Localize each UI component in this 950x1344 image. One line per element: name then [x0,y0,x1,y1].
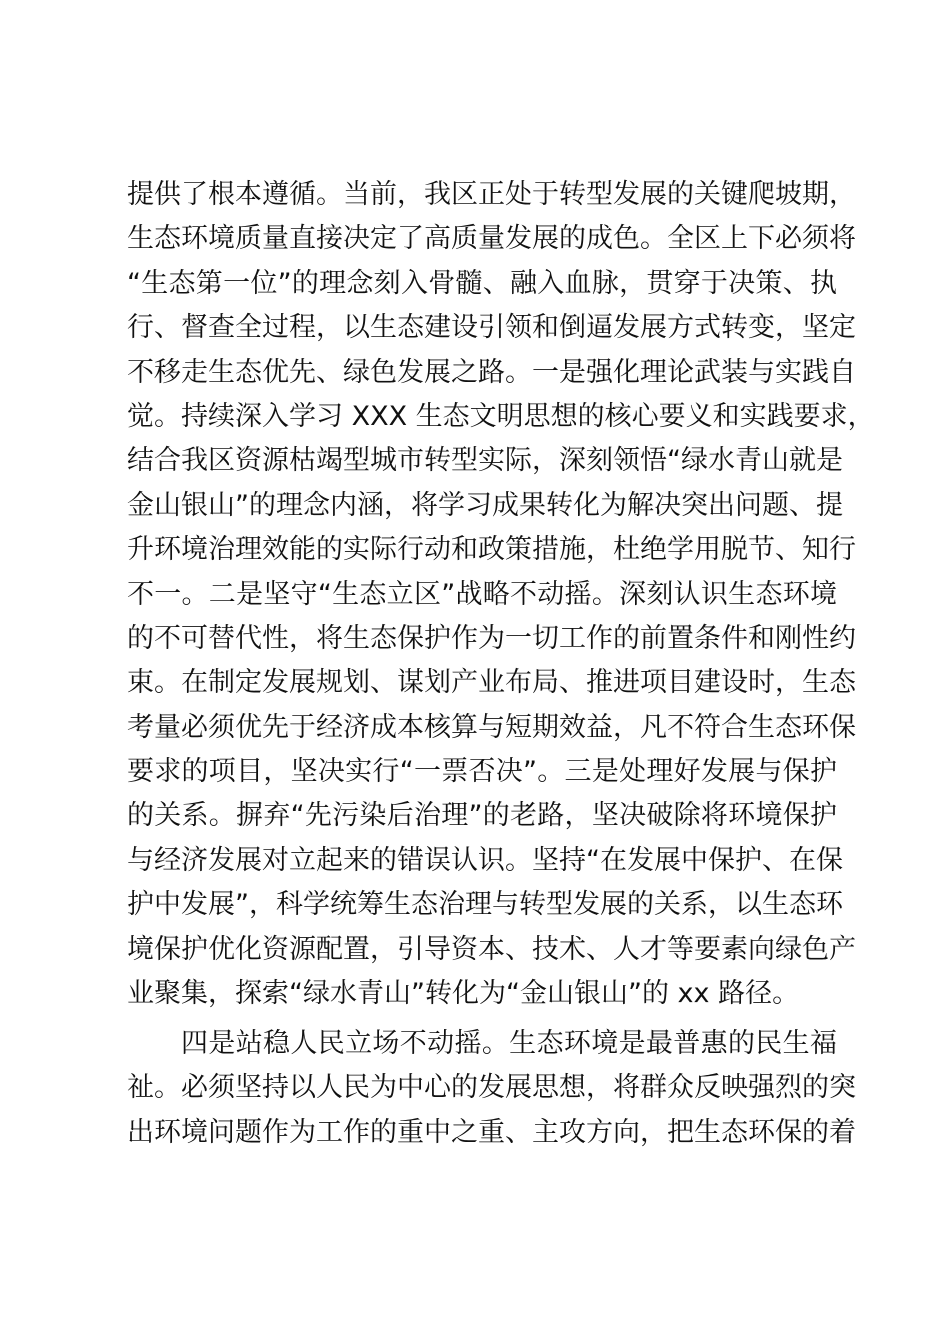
paragraph-line: 要求的项目，坚决实行“一票否决”。三是处理好发展与保护 [127,756,837,788]
paragraph-line: 祉。必须坚持以人民为中心的发展思想，将群众反映强烈的突 [127,1072,856,1104]
paragraph-line: 业聚集，探索“绿水青山”转化为“金山银山”的 xx 路径。 [127,978,800,1010]
paragraph-line: 行、督查全过程，以生态建设引领和倒逼发展方式转变，坚定 [127,312,856,344]
paragraph-1 [127,173,875,1016]
paragraph-line: 的不可替代性，将生态保护作为一切工作的前置条件和刚性约 [127,622,856,654]
paragraph-line: 升环境治理效能的实际行动和政策措施，杜绝学用脱节、知行 [127,534,856,566]
paragraph-line: “生态第一位”的理念刻入骨髓、融入血脉，贯穿于决策、执 [127,267,837,299]
paragraph-2 [127,1022,856,1155]
paragraph-line: 境保护优化资源配置，引导资本、技术、人才等要素向绿色产 [127,933,856,965]
paragraph-line: 与经济发展对立起来的错误认识。坚持“在发展中保护、在保 [127,844,843,876]
paragraph-line: 金山银山”的理念内涵，将学习成果转化为解决突出问题、提 [127,489,843,521]
paragraph-line: 生态环境质量直接决定了高质量发展的成色。全区上下必须将 [127,223,856,255]
paragraph-line: 考量必须优先于经济成本核算与短期效益，凡不符合生态环保 [127,711,856,743]
paragraph-line: 四是站稳人民立场不动摇。生态环境是最普惠的民生福 [181,1028,837,1059]
paragraph-line: 不移走生态优先、绿色发展之路。一是强化理论武装与实践自 [127,356,856,388]
paragraph-line: 觉。持续深入学习 XXX 生态文明思想的核心要义和实践要求， [127,400,875,432]
paragraph-line: 不一。二是坚守“生态立区”战略不动摇。深刻认识生态环境 [127,578,837,610]
paragraph-line: 的关系。摒弃“先污染后治理”的老路，坚决破除将环境保护 [127,800,837,832]
paragraph-line: 结合我区资源枯竭型城市转型实际，深刻领悟“绿水青山就是 [127,445,843,477]
paragraph-line: 护中发展”，科学统筹生态治理与转型发展的关系，以生态环 [127,889,843,921]
paragraph-line: 束。在制定发展规划、谋划产业布局、推进项目建设时，生态 [127,667,856,699]
paragraph-line: 提供了根本遵循。当前，我区正处于转型发展的关键爬坡期， [127,179,856,210]
paragraph-line: 出环境问题作为工作的重中之重、主攻方向，把生态环保的着 [127,1116,856,1148]
